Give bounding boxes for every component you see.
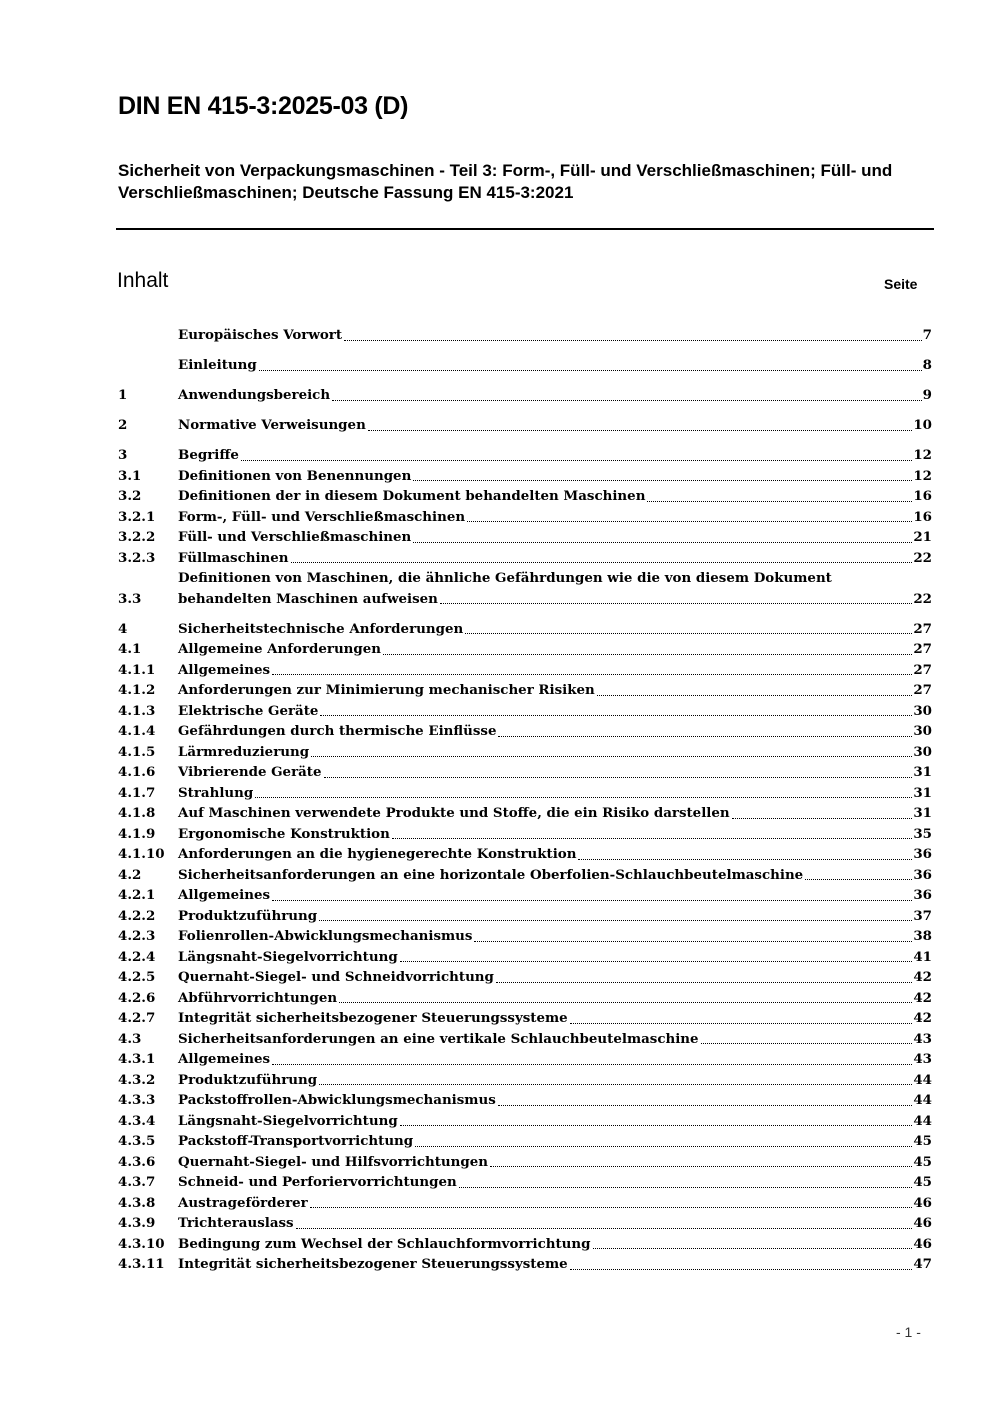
toc-entry-page: 21 xyxy=(913,529,932,546)
toc-entry-title: Sicherheitstechnische Anforderungen xyxy=(178,620,464,637)
toc-entry-page: 9 xyxy=(922,387,932,404)
toc-entry-page: 27 xyxy=(913,641,932,658)
toc-entry-number: 3.2 xyxy=(118,488,142,505)
toc-entry-title: Vibrierende Geräte xyxy=(178,764,322,781)
toc-entry[interactable] xyxy=(118,660,932,681)
toc-entry-title: Quernaht-Siegel- und Schneidvorrichtung xyxy=(178,969,494,986)
toc-leader-dots xyxy=(413,479,912,481)
toc-leader-dots xyxy=(578,858,912,860)
toc-entry[interactable] xyxy=(118,1070,932,1091)
toc-entry[interactable] xyxy=(118,619,932,640)
toc-entry-title: Allgemeine Anforderungen xyxy=(178,641,382,658)
toc-leader-dots xyxy=(368,429,913,431)
toc-entry-title: Lärmreduzierung xyxy=(178,743,310,760)
toc-leader-dots xyxy=(496,981,912,983)
toc-leader-dots xyxy=(498,1104,913,1106)
toc-entry[interactable] xyxy=(118,1008,932,1029)
toc-entry-page: 27 xyxy=(913,682,932,699)
toc-entry-title: Abführvorrichtungen xyxy=(178,989,338,1006)
toc-entry-number: 4.1.3 xyxy=(118,702,156,719)
toc-entry[interactable] xyxy=(118,1193,932,1214)
toc-entry-number: 4.2.7 xyxy=(118,1010,156,1027)
toc-entry-title: Gefährdungen durch thermische Einflüsse xyxy=(178,723,497,740)
toc-entry-page: 46 xyxy=(913,1215,932,1232)
toc-entry-number: 4.2.2 xyxy=(118,907,156,924)
toc-entry-page: 31 xyxy=(913,764,932,781)
toc-leader-dots xyxy=(319,1083,912,1085)
toc-entry-title: Integrität sicherheitsbezogener Steuerungssysteme xyxy=(178,1010,568,1027)
title-divider xyxy=(116,228,934,230)
toc-entry-page: 22 xyxy=(913,590,932,607)
toc-entry-page: 38 xyxy=(913,928,932,945)
toc-entry-number: 1 xyxy=(118,387,128,404)
toc-entry-page: 10 xyxy=(913,417,932,434)
toc-entry-page: 31 xyxy=(913,805,932,822)
toc-entry-page: 44 xyxy=(913,1112,932,1129)
toc-entry-number: 4.2.1 xyxy=(118,887,156,904)
toc-leader-dots xyxy=(291,561,913,563)
toc-entry-number: 4.2.6 xyxy=(118,989,156,1006)
toc-entry-number: 4.1.5 xyxy=(118,743,156,760)
toc-entry[interactable] xyxy=(118,1152,932,1173)
toc-entry-page: 16 xyxy=(913,488,932,505)
toc-entry-title: Einleitung xyxy=(178,357,257,374)
toc-entry-page: 36 xyxy=(913,866,932,883)
toc-entry-number: 4.1.8 xyxy=(118,805,156,822)
toc-entry-title: Anwendungsbereich xyxy=(178,387,331,404)
toc-leader-dots xyxy=(311,755,912,757)
toc-leader-dots xyxy=(310,1206,913,1208)
toc-entry[interactable] xyxy=(118,1254,932,1275)
toc-entry[interactable] xyxy=(118,865,932,886)
toc-entry-page: 22 xyxy=(913,549,932,566)
toc-entry-number: 4.1.10 xyxy=(118,846,165,863)
toc-leader-dots xyxy=(459,1186,913,1188)
toc-entry-number: 4.1.9 xyxy=(118,825,156,842)
toc-entry-number: 4.3.8 xyxy=(118,1194,156,1211)
toc-leader-dots xyxy=(392,837,913,839)
toc-entry[interactable] xyxy=(118,486,932,507)
toc-entry-number: 3.3 xyxy=(118,590,142,607)
toc-leader-dots xyxy=(324,776,913,778)
toc-entry-page: 46 xyxy=(913,1194,932,1211)
table-of-contents xyxy=(118,325,932,1275)
toc-entry-number: 4.1.2 xyxy=(118,682,156,699)
toc-leader-dots xyxy=(272,899,912,901)
toc-entry-page: 12 xyxy=(913,447,932,464)
toc-entry-title: Sicherheitsanforderungen an eine horizontale Oberfolien-Schlauchbeutelmaschine xyxy=(178,866,804,883)
toc-entry-number: 4 xyxy=(118,620,128,637)
toc-entry-number: 4.3.7 xyxy=(118,1174,156,1191)
toc-entry-page: 37 xyxy=(913,907,932,924)
toc-entry-page: 46 xyxy=(913,1235,932,1252)
toc-entry-title: Definitionen von Benennungen xyxy=(178,467,412,484)
toc-entry-page: 30 xyxy=(913,723,932,740)
toc-leader-dots xyxy=(415,1145,912,1147)
toc-leader-dots xyxy=(400,1124,913,1126)
toc-entry-page: 16 xyxy=(913,508,932,525)
toc-entry-page: 43 xyxy=(913,1030,932,1047)
toc-entry-number: 3.2.3 xyxy=(118,549,156,566)
toc-leader-dots xyxy=(597,694,913,696)
toc-leader-dots xyxy=(255,796,912,798)
toc-entry[interactable] xyxy=(118,385,932,406)
toc-leader-dots xyxy=(296,1227,913,1229)
toc-entry-page: 36 xyxy=(913,887,932,904)
toc-entry-title: Anforderungen zur Minimierung mechanischer Risiken xyxy=(178,682,595,699)
toc-leader-dots xyxy=(805,878,912,880)
toc-leader-dots xyxy=(241,459,913,461)
toc-entry-title: Begriffe xyxy=(178,447,239,464)
toc-entry-page: 30 xyxy=(913,702,932,719)
toc-entry-title: Auf Maschinen verwendete Produkte und Stoffe, die ein Risiko darstellen xyxy=(178,805,730,822)
toc-entry-page: 45 xyxy=(913,1153,932,1170)
toc-heading: Inhalt xyxy=(117,269,169,292)
toc-entry-number: 4.2.3 xyxy=(118,928,156,945)
toc-leader-dots xyxy=(272,1063,912,1065)
footer-page-number: - 1 - xyxy=(896,1324,921,1340)
toc-leader-dots xyxy=(701,1042,913,1044)
toc-entry[interactable] xyxy=(118,803,932,824)
toc-entry-page: 42 xyxy=(913,969,932,986)
toc-leader-dots xyxy=(319,919,912,921)
toc-entry[interactable] xyxy=(118,783,932,804)
toc-entry-page: 45 xyxy=(913,1174,932,1191)
toc-entry[interactable] xyxy=(118,926,932,947)
page-column-label: Seite xyxy=(884,276,918,292)
toc-entry-title: Form-, Füll- und Verschließmaschinen xyxy=(178,508,466,525)
toc-entry[interactable] xyxy=(118,1234,932,1255)
toc-entry-number: 3.1 xyxy=(118,467,142,484)
toc-leader-dots xyxy=(498,735,912,737)
toc-entry[interactable] xyxy=(118,639,932,660)
toc-entry[interactable] xyxy=(118,1111,932,1132)
document-title: DIN EN 415-3:2025-03 (D) xyxy=(118,92,409,120)
toc-entry[interactable] xyxy=(118,445,932,466)
toc-entry-page: 42 xyxy=(913,1010,932,1027)
toc-entry[interactable] xyxy=(118,1213,932,1234)
toc-entry-page: 36 xyxy=(913,846,932,863)
toc-entry-page: 45 xyxy=(913,1133,932,1150)
toc-entry-page: 8 xyxy=(922,357,932,374)
toc-entry-title: Definitionen von Maschinen, die ähnliche Gefährdungen wie die von diesem Dokument xyxy=(178,570,832,587)
toc-entry-title-continued: behandelten Maschinen aufweisen xyxy=(178,590,438,607)
toc-leader-dots xyxy=(400,960,913,962)
toc-entry[interactable] xyxy=(118,701,932,722)
document-subtitle: Sicherheit von Verpackungsmaschinen - Teil 3: Form-, Füll- und Verschließmaschinen; Füll- und Verschließmaschinen; Deutsche Fassung EN 415-3:2021 xyxy=(118,161,893,202)
toc-entry-title: Produktzuführung xyxy=(178,907,318,924)
toc-leader-dots xyxy=(467,520,912,522)
toc-entry-number: 4.2.5 xyxy=(118,969,156,986)
toc-leader-dots xyxy=(320,714,912,716)
toc-entry[interactable] xyxy=(118,824,932,845)
toc-entry-page: 31 xyxy=(913,784,932,801)
toc-entry[interactable] xyxy=(118,568,932,609)
toc-entry-page: 42 xyxy=(913,989,932,1006)
toc-entry-title: Bedingung zum Wechsel der Schlauchformvorrichtung xyxy=(178,1235,591,1252)
toc-entry-title: Integrität sicherheitsbezogener Steuerungssysteme xyxy=(178,1256,568,1273)
toc-entry-title: Längsnaht-Siegelvorrichtung xyxy=(178,948,398,965)
toc-entry[interactable] xyxy=(118,415,932,436)
toc-entry-number: 4.3.1 xyxy=(118,1051,156,1068)
toc-entry-title: Produktzuführung xyxy=(178,1071,318,1088)
toc-entry-page: 7 xyxy=(922,327,932,343)
toc-entry-page: 44 xyxy=(913,1092,932,1109)
toc-entry[interactable] xyxy=(118,742,932,763)
toc-entry-page: 35 xyxy=(913,825,932,842)
toc-entry-number: 4.3.5 xyxy=(118,1133,156,1150)
toc-leader-dots xyxy=(647,500,912,502)
toc-entry-number: 3.2.2 xyxy=(118,529,156,546)
toc-entry-title: Längsnaht-Siegelvorrichtung xyxy=(178,1112,398,1129)
toc-entry-number: 4.3.6 xyxy=(118,1153,156,1170)
toc-entry-title: Füllmaschinen xyxy=(178,549,289,566)
toc-entry[interactable] xyxy=(118,325,932,346)
toc-entry[interactable] xyxy=(118,885,932,906)
toc-entry-number: 3 xyxy=(118,447,128,464)
toc-entry-title: Normative Verweisungen xyxy=(178,417,366,434)
toc-entry[interactable] xyxy=(118,762,932,783)
toc-entry-number: 4.1.7 xyxy=(118,784,156,801)
toc-entry[interactable] xyxy=(118,967,932,988)
toc-entry-number: 4.1.4 xyxy=(118,723,156,740)
toc-entry-title: Allgemeines xyxy=(178,887,271,904)
toc-entry-title: Packstoffrollen-Abwicklungsmechanismus xyxy=(178,1092,496,1109)
toc-entry-page: 27 xyxy=(913,620,932,637)
toc-entry[interactable] xyxy=(118,1172,932,1193)
toc-entry-title: Quernaht-Siegel- und Hilfsvorrichtungen xyxy=(178,1153,489,1170)
toc-entry-title: Austrageförderer xyxy=(178,1194,308,1211)
toc-entry[interactable] xyxy=(118,844,932,865)
toc-entry-page: 44 xyxy=(913,1071,932,1088)
toc-leader-dots xyxy=(440,602,912,604)
toc-leader-dots xyxy=(413,541,912,543)
toc-entry-number: 4.1.1 xyxy=(118,661,156,678)
toc-entry[interactable] xyxy=(118,466,932,487)
toc-entry[interactable] xyxy=(118,1029,932,1050)
toc-entry[interactable] xyxy=(118,1131,932,1152)
toc-leader-dots xyxy=(383,653,912,655)
toc-entry-title: Ergonomische Konstruktion xyxy=(178,825,390,842)
toc-leader-dots xyxy=(332,399,922,401)
toc-entry-title: Trichterauslass xyxy=(178,1215,294,1232)
toc-entry[interactable] xyxy=(118,1090,932,1111)
toc-entry-page: 41 xyxy=(913,948,932,965)
toc-entry[interactable] xyxy=(118,1049,932,1070)
toc-entry-page: 47 xyxy=(913,1256,932,1273)
toc-entry-page: 43 xyxy=(913,1051,932,1068)
toc-entry[interactable] xyxy=(118,906,932,927)
toc-leader-dots xyxy=(339,1001,912,1003)
toc-entry-number: 4.2 xyxy=(118,866,142,883)
toc-entry[interactable] xyxy=(118,548,932,569)
toc-entry-number: 4.3.3 xyxy=(118,1092,156,1109)
toc-entry-title: Allgemeines xyxy=(178,661,271,678)
toc-entry-title: Anforderungen an die hygienegerechte Konstruktion xyxy=(178,846,577,863)
toc-entry[interactable] xyxy=(118,721,932,742)
toc-entry-title: Sicherheitsanforderungen an eine vertikale Schlauchbeutelmaschine xyxy=(178,1030,699,1047)
toc-entry[interactable] xyxy=(118,527,932,548)
toc-entry[interactable] xyxy=(118,988,932,1009)
toc-entry-number: 4.3.10 xyxy=(118,1235,165,1252)
toc-leader-dots xyxy=(593,1247,913,1249)
toc-entry-title: Strahlung xyxy=(178,784,254,801)
toc-entry-page: 30 xyxy=(913,743,932,760)
toc-leader-dots xyxy=(570,1268,913,1270)
toc-entry-title: Elektrische Geräte xyxy=(178,702,319,719)
toc-entry-title: Allgemeines xyxy=(178,1051,271,1068)
toc-entry-number: 4.3.4 xyxy=(118,1112,156,1129)
toc-entry[interactable] xyxy=(118,680,932,701)
toc-leader-dots xyxy=(272,673,912,675)
toc-entry[interactable] xyxy=(118,507,932,528)
toc-entry-title: Schneid- und Perforiervorrichtungen xyxy=(178,1174,457,1191)
toc-entry-title: Füll- und Verschließmaschinen xyxy=(178,529,412,546)
toc-entry-title: Definitionen der in diesem Dokument behandelten Maschinen xyxy=(178,488,646,505)
toc-leader-dots xyxy=(465,632,912,634)
toc-entry-number: 4.1.6 xyxy=(118,764,156,781)
toc-entry-number: 2 xyxy=(118,417,128,434)
toc-entry-number: 3.2.1 xyxy=(118,508,156,525)
toc-entry-page: 27 xyxy=(913,661,932,678)
toc-leader-dots xyxy=(490,1165,912,1167)
toc-leader-dots xyxy=(732,817,913,819)
toc-entry-number: 4.2.4 xyxy=(118,948,156,965)
toc-entry-number: 4.3.9 xyxy=(118,1215,156,1232)
toc-leader-dots xyxy=(344,339,922,341)
toc-leader-dots xyxy=(570,1022,913,1024)
toc-entry-number: 4.3 xyxy=(118,1030,142,1047)
toc-entry[interactable] xyxy=(118,947,932,968)
toc-entry-page: 12 xyxy=(913,467,932,484)
toc-entry-title: Folienrollen-Abwicklungsmechanismus xyxy=(178,928,473,945)
toc-leader-dots xyxy=(474,940,912,942)
toc-leader-dots xyxy=(259,369,922,371)
toc-entry-title: Europäisches Vorwort xyxy=(178,327,343,343)
toc-entry-number: 4.3.11 xyxy=(118,1256,165,1273)
toc-entry-title: Packstoff-Transportvorrichtung xyxy=(178,1133,414,1150)
toc-entry[interactable] xyxy=(118,355,932,376)
toc-entry-number: 4.1 xyxy=(118,641,142,658)
toc-entry-number: 4.3.2 xyxy=(118,1071,156,1088)
